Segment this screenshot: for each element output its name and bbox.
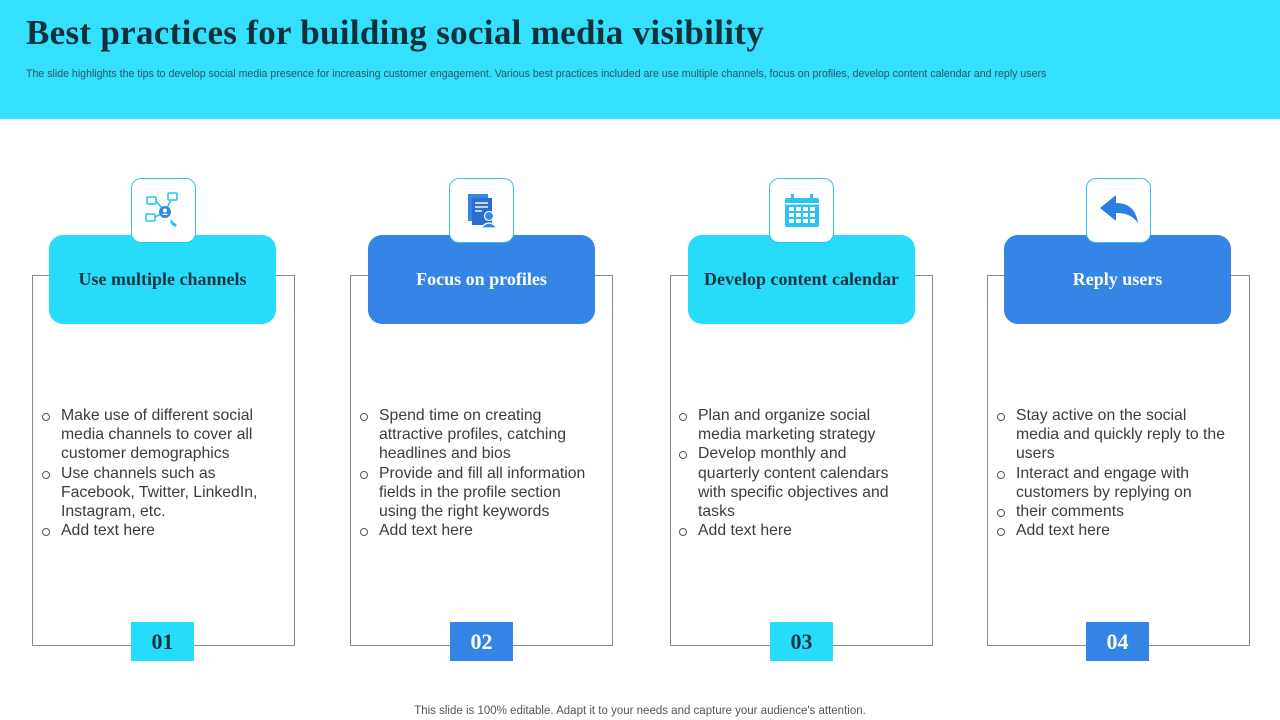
list-item: Use channels such as Facebook, Twitter, LinkedIn, Instagram, etc. bbox=[42, 464, 272, 522]
list-item: Add text here bbox=[679, 521, 909, 540]
header-banner bbox=[0, 0, 1280, 119]
list-item: their comments bbox=[997, 502, 1227, 521]
card-title: Develop content calendar bbox=[704, 269, 899, 289]
list-item: Plan and organize social media marketing strategy bbox=[679, 406, 909, 444]
list-item: Interact and engage with customers by replying on bbox=[997, 464, 1227, 502]
card-number-badge bbox=[450, 622, 513, 661]
card-bullet-list bbox=[42, 406, 272, 540]
page-subtitle: The slide highlights the tips to develop social media presence for increasing customer engagement. Various best practices included are use multiple channels, focus on profiles, develop content calendar and reply users bbox=[26, 68, 1047, 80]
card-bullet-list bbox=[679, 406, 909, 540]
card-title: Focus on profiles bbox=[416, 269, 547, 289]
reply-arrow-icon bbox=[1086, 178, 1151, 243]
card-title-pill bbox=[1004, 235, 1231, 324]
card-number-badge bbox=[131, 622, 194, 661]
card-number: 03 bbox=[790, 628, 813, 654]
network-channels-icon bbox=[131, 178, 196, 243]
list-item: Stay active on the social media and quickly reply to the users bbox=[997, 406, 1227, 464]
card-number-badge bbox=[1086, 622, 1149, 661]
calendar-icon bbox=[769, 178, 834, 243]
card-title-pill bbox=[368, 235, 595, 324]
list-item: Add text here bbox=[42, 521, 272, 540]
page-title: Best practices for building social media visibility bbox=[26, 13, 764, 52]
card-bullet-list bbox=[997, 406, 1227, 540]
card-bullet-list bbox=[360, 406, 590, 540]
card-title: Use multiple channels bbox=[78, 269, 247, 289]
card-title-pill bbox=[49, 235, 276, 324]
card-title-pill bbox=[688, 235, 915, 324]
list-item: Add text here bbox=[360, 521, 590, 540]
footer-note: This slide is 100% editable. Adapt it to your needs and capture your audience's attention. bbox=[414, 705, 866, 717]
card-number-badge bbox=[770, 622, 833, 661]
card-number: 01 bbox=[151, 628, 174, 654]
list-item: Add text here bbox=[997, 521, 1227, 540]
card-number: 02 bbox=[470, 628, 493, 654]
list-item: Make use of different social media channels to cover all customer demographics bbox=[42, 406, 272, 464]
card-number: 04 bbox=[1106, 628, 1129, 654]
profile-document-icon bbox=[449, 178, 514, 243]
card-title: Reply users bbox=[1072, 269, 1163, 289]
list-item: Spend time on creating attractive profiles, catching headlines and bios bbox=[360, 406, 590, 464]
list-item: Provide and fill all information fields in the profile section using the right keywords bbox=[360, 464, 590, 522]
list-item: Develop monthly and quarterly content calendars with specific objectives and tasks bbox=[679, 444, 909, 521]
